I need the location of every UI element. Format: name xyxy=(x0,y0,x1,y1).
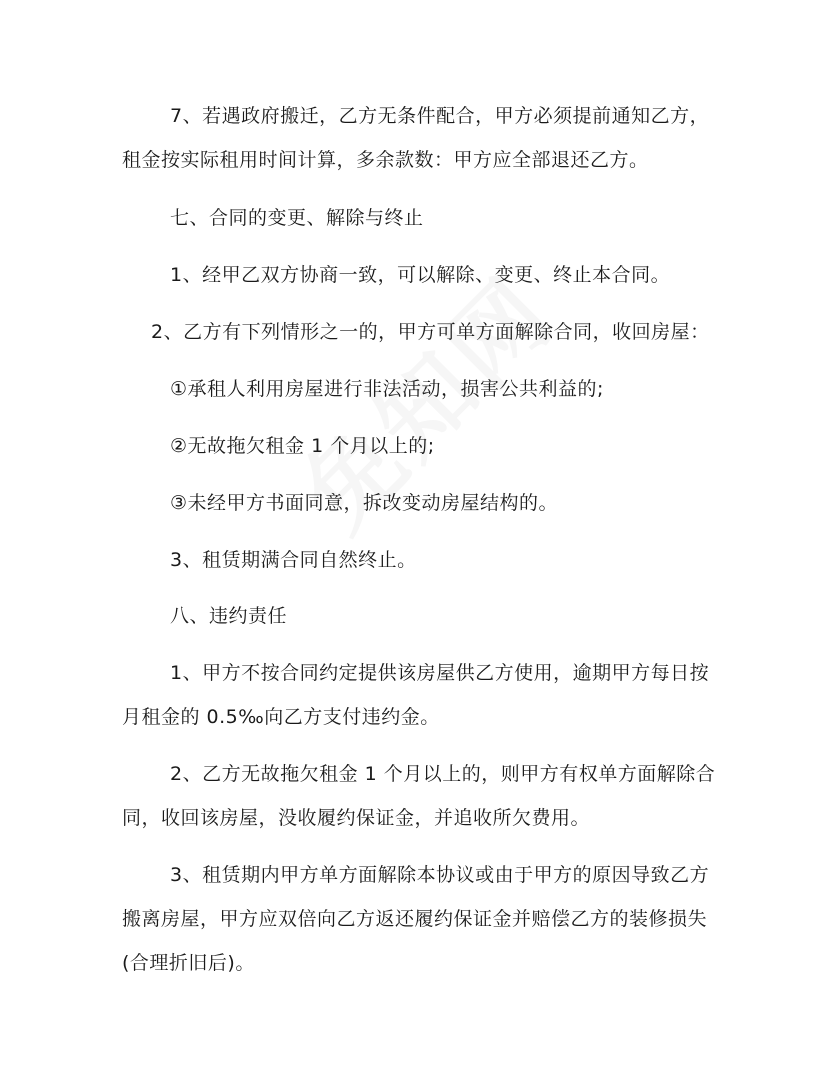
sub-item-1: ①承租人利用房屋进行非法活动，损害公共利益的; xyxy=(170,378,604,400)
clause-7-line-1: 7、若遇政府搬迁，乙方无条件配合，甲方必须提前通知乙方， xyxy=(170,105,710,127)
sub-item-2: ②无故拖欠租金 1 个月以上的; xyxy=(170,435,435,457)
section-8-item-2-line-2: 同，收回该房屋，没收履约保证金，并追收所欠费用。 xyxy=(122,807,591,829)
section-7-item-1: 1、经甲乙双方协商一致，可以解除、变更、终止本合同。 xyxy=(170,264,671,286)
section-7-item-2: 2、乙方有下列情形之一的，甲方可单方面解除合同，收回房屋： xyxy=(151,321,710,343)
section-8-item-3-line-2: 搬离房屋，甲方应双倍向乙方返还履约保证金并赔偿乙方的装修损失 xyxy=(122,908,708,930)
section-8-item-1-line-1: 1、甲方不按合同约定提供该房屋供乙方使用，逾期甲方每日按 xyxy=(170,662,710,684)
section-8-item-3-line-1: 3、租赁期内甲方单方面解除本协议或由于甲方的原因导致乙方 xyxy=(170,864,710,886)
clause-7-line-2: 租金按实际租用时间计算，多余款数：甲方应全部退还乙方。 xyxy=(122,149,649,171)
section-8-item-3-line-3: (合理折旧后)。 xyxy=(122,952,255,974)
section-8-item-1-line-2: 月租金的 0.5‰向乙方支付违约金。 xyxy=(122,706,440,728)
section-8-heading: 八、违约责任 xyxy=(170,605,288,627)
section-7-item-3: 3、租赁期满合同自然终止。 xyxy=(170,549,417,571)
section-7-heading: 七、合同的变更、解除与终止 xyxy=(170,207,424,229)
sub-item-3: ③未经甲方书面同意，拆改变动房屋结构的。 xyxy=(170,492,559,514)
section-8-item-2-line-1: 2、乙方无故拖欠租金 1 个月以上的，则甲方有权单方面解除合 xyxy=(170,763,716,785)
